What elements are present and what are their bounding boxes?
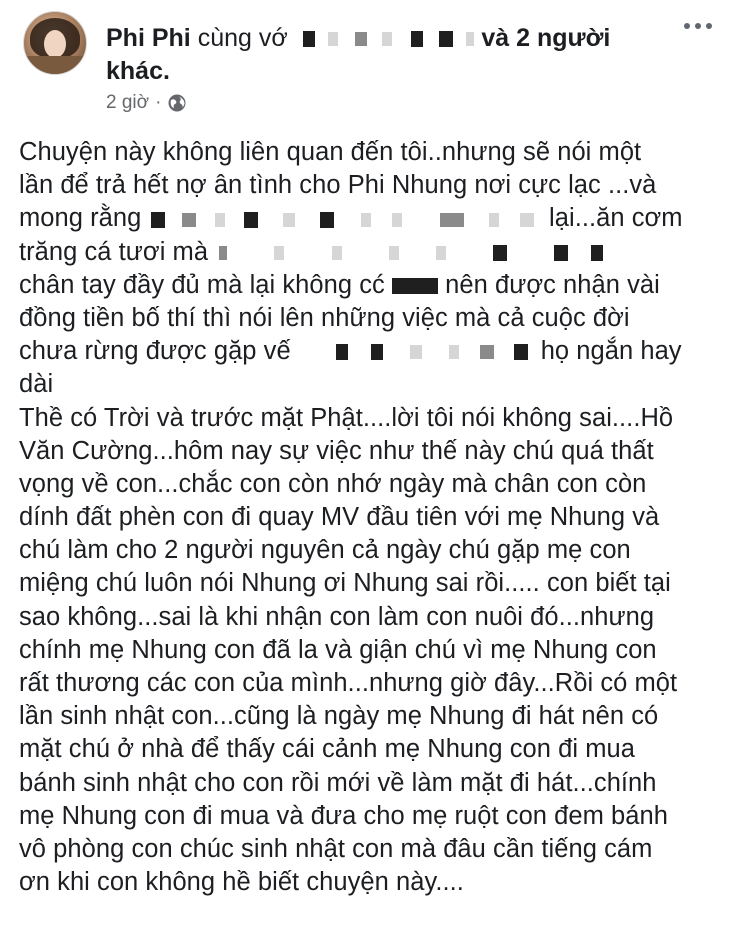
post-meta xyxy=(106,91,187,115)
redacted-text xyxy=(392,213,402,227)
body-line xyxy=(19,169,719,202)
body-line xyxy=(19,402,719,435)
body-line xyxy=(19,567,719,600)
body-text: Văn Cường...hôm nay sự việc như thế này chú quá thất xyxy=(19,436,654,465)
redacted-tag xyxy=(411,31,423,47)
body-text: dính đất phèn con đi quay MV đầu tiên với mẹ Nhung và xyxy=(19,503,660,532)
body-text: ơn khi con không hề biết chuyện này.... xyxy=(19,868,464,897)
body-text: đồng tiền bố thí thì nói lên những việc mà cả cuộc đời xyxy=(19,303,630,332)
with-text: cùng vớ xyxy=(197,24,288,52)
body-text: nên được nhận vài xyxy=(445,270,660,299)
body-text: miệng chú luôn nói Nhung ơi Nhung sai rồi..... con biết tại xyxy=(19,569,671,598)
avatar-face xyxy=(44,30,66,58)
body-line xyxy=(19,202,719,235)
body-text: sao không...sai là khi nhận con làm con nuôi đó...nhưng xyxy=(19,602,655,631)
redacted-text xyxy=(215,213,225,227)
post-header xyxy=(106,20,610,56)
body-text: Thề có Trời và trước mặt Phật....lời tôi nói không sai....Hồ xyxy=(19,403,674,432)
body-line xyxy=(19,236,719,269)
body-line xyxy=(19,667,719,700)
redacted-text xyxy=(219,246,227,260)
redacted-text xyxy=(514,344,528,360)
body-text: mong rằng xyxy=(19,204,142,233)
body-line xyxy=(19,468,719,501)
body-text: mẹ Nhung con đi mua và đưa cho mẹ ruột con đem bánh xyxy=(19,801,668,830)
redacted-text xyxy=(320,212,334,228)
redacted-tag xyxy=(355,32,367,46)
redacted-text xyxy=(440,213,464,227)
body-text: chưa rừng được gặp vế xyxy=(19,337,291,366)
post-time[interactable]: 2 giờ xyxy=(106,92,150,113)
redacted-tag xyxy=(466,32,474,46)
redacted-text xyxy=(493,245,507,261)
body-text: chân tay đầy đủ mà lại không cć xyxy=(19,270,385,299)
body-text: vọng về con...chắc con còn nhớ ngày mà chân con còn xyxy=(19,469,647,498)
body-text: lần để trả hết nợ ân tình cho Phi Nhung nơi cực lạc ...và xyxy=(19,171,657,200)
redacted-text xyxy=(591,245,603,261)
redacted-text xyxy=(336,344,348,360)
globe-icon[interactable] xyxy=(167,93,187,113)
body-text: chính mẹ Nhung con đã la và giận chú vì mẹ Nhung con xyxy=(19,635,657,664)
redacted-text xyxy=(554,245,568,261)
more-dot xyxy=(695,23,701,29)
redacted-text xyxy=(410,345,422,359)
body-line xyxy=(19,501,719,534)
redacted-text xyxy=(244,212,258,228)
post-header-cont xyxy=(106,53,170,89)
and-others-link[interactable]: và 2 người xyxy=(481,24,611,52)
more-horizontal-icon[interactable] xyxy=(677,14,719,38)
body-line xyxy=(19,302,719,335)
body-line xyxy=(19,634,719,667)
redacted-text xyxy=(480,345,494,359)
body-line xyxy=(19,368,719,401)
body-line xyxy=(19,435,719,468)
post-body xyxy=(19,136,719,899)
body-line xyxy=(19,866,719,899)
body-line xyxy=(19,700,719,733)
redacted-text xyxy=(274,246,284,260)
body-text: dài xyxy=(19,370,54,399)
body-text: lần sinh nhật con...cũng là ngày mẹ Nhung đi hát nên có xyxy=(19,702,659,731)
author-avatar[interactable] xyxy=(23,11,87,75)
body-line xyxy=(19,136,719,169)
body-line xyxy=(19,733,719,766)
more-dot xyxy=(706,23,712,29)
body-text: bánh sinh nhật cho con rồi mới về làm mặt đi hát...chính xyxy=(19,768,657,797)
body-line xyxy=(19,767,719,800)
body-text: vô phòng con chúc sinh nhật con mà đâu cần tiếng cám xyxy=(19,834,653,863)
body-text: lại...ăn cơm xyxy=(549,204,683,233)
redacted-text xyxy=(436,246,446,260)
avatar-shirt xyxy=(24,56,86,75)
body-text: mặt chú ở nhà để thấy cái cảnh mẹ Nhung con đi mua xyxy=(19,735,635,764)
redacted-text xyxy=(389,246,399,260)
redacted-tag xyxy=(439,31,453,47)
body-text: rất thương các con của mình...nhưng giờ đây...Rồi có một xyxy=(19,669,678,697)
redacted-tag xyxy=(328,32,338,46)
redacted-text xyxy=(151,212,165,228)
author-name[interactable]: Phi Phi xyxy=(106,24,191,52)
redacted-text xyxy=(361,213,371,227)
redacted-text xyxy=(283,213,295,227)
body-line xyxy=(19,269,719,302)
redacted-text xyxy=(332,246,342,260)
redacted-text xyxy=(182,213,196,227)
body-text: họ ngắn hay xyxy=(540,337,682,366)
meta-dot: · xyxy=(155,92,162,113)
body-line xyxy=(19,833,719,866)
redacted-tag xyxy=(382,32,392,46)
redacted-text xyxy=(371,344,383,360)
body-text: chú làm cho 2 người nguyên cả ngày chú gặp mẹ con xyxy=(19,536,631,565)
body-line xyxy=(19,335,719,368)
more-dot xyxy=(684,23,690,29)
redacted-text xyxy=(449,345,459,359)
redacted-text xyxy=(520,213,534,227)
body-text: trăng cá tươi mà xyxy=(19,237,209,266)
body-line xyxy=(19,534,719,567)
redacted-text xyxy=(489,213,499,227)
others-cont[interactable]: khác. xyxy=(106,57,170,85)
redacted-text xyxy=(392,278,438,294)
body-text: Chuyện này không liên quan đến tôi..nhưng sẽ nói một xyxy=(19,138,642,166)
body-line xyxy=(19,800,719,833)
redacted-tag xyxy=(303,31,315,47)
body-line xyxy=(19,601,719,634)
